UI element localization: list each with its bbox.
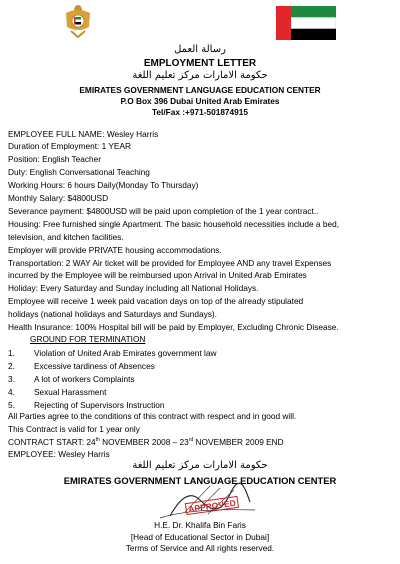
signer-role: [Head of Educational Sector in Dubai] [130, 532, 270, 542]
contract-start-label: CONTRACT START: 24 [8, 437, 96, 447]
holiday-line: Holiday: Every Saturday and Sunday including all National Holidays. [8, 283, 259, 293]
validity-line: This Contract is valid for 1 year only [8, 424, 140, 434]
header-arabic-center: حكومة الامارات مركز تعليم اللغة [132, 70, 268, 81]
footer-arabic-center: حكومة الامارات مركز تعليم اللغة [132, 460, 268, 471]
footer-center-name: EMIRATES GOVERNMENT LANGUAGE EDUCATION CENTER [63, 475, 337, 486]
salary-line: Monthly Salary: $4800USD [8, 193, 109, 203]
header-center-name: EMIRATES GOVERNMENT LANGUAGE EDUCATION CENTER [79, 85, 321, 95]
vacation-line-2: holidays (national holidays and Saturdays and Sundays). [8, 309, 217, 319]
working-hours-line: Working Hours: 6 hours Daily(Monday To Thursday) [8, 180, 199, 190]
list-item-number: 3. [8, 374, 15, 384]
duty-line: Duty: English Conversational Teaching [8, 167, 150, 177]
list-item-text: Excessive tardiness of Absences [34, 361, 155, 371]
header-telfax: Tel/Fax :+971-501874915 [151, 107, 249, 117]
uae-emblem-logo [63, 3, 93, 39]
housing-line: Housing: Free furnished single Apartment. The basic household necessities include a bed, [8, 219, 340, 229]
housing-private-line: Employer will provide PRIVATE housing accommodations. [8, 245, 222, 255]
severance-line: Severance payment: $4800USD will be paid upon completion of the 1 year contract.. [8, 206, 319, 216]
transportation-line: Transportation: 2 WAY Air ticket will be provided for Employee AND any travel Expenses [8, 258, 332, 268]
end-day-suffix: rd [188, 437, 194, 444]
employee-line: EMPLOYEE: Wesley Harris [8, 449, 110, 459]
contract-mid: NOVEMBER 2008 – 23 [99, 437, 189, 447]
duration-line: Duration of Employment: 1 YEAR [8, 141, 131, 151]
vacation-line: Employee will receive 1 week paid vacation days on top of the already stipulated [8, 296, 304, 306]
start-day-suffix: th [95, 437, 100, 444]
list-item-number: 1. [8, 348, 15, 358]
approved-stamp-text: APPROVED [187, 497, 237, 515]
employee-name-line: EMPLOYEE FULL NAME: Wesley Harris [8, 129, 159, 139]
signature-stamp [150, 480, 265, 520]
list-item-text: Violation of United Arab Emirates government law [34, 348, 217, 358]
transportation-line-2: incurred by the Employee will be reimbursed upon Arrival in United Arab Emirates [8, 270, 307, 280]
agreement-line: All Parties agree to the conditions of this contract with respect and in good will. [8, 411, 297, 421]
list-item-text: Rejecting of Supervisors Instruction [34, 400, 165, 410]
health-insurance-line: Health Insurance: 100% Hospital bill will be paid by Employer, Excluding Chronic Disease. [8, 322, 339, 332]
housing-line-2: television, and kitchen facilities. [8, 232, 124, 242]
uae-flag-icon [276, 6, 336, 40]
list-item-number: 5. [8, 400, 15, 410]
header-arabic-title: رسالة العمل [174, 44, 226, 55]
list-item-number: 2. [8, 361, 15, 371]
termination-heading: GROUND FOR TERMINATION [30, 334, 146, 344]
contract-end: NOVEMBER 2009 END [193, 437, 284, 447]
header-address: P.O Box 396 Dubai United Arab Emirates [120, 96, 280, 106]
list-item-text: Sexual Harassment [34, 387, 107, 397]
signer-name: H.E. Dr. Khalifa Bin Faris [154, 520, 246, 530]
list-item-text: A lot of workers Complaints [34, 374, 135, 384]
contract-dates-line [8, 437, 284, 448]
rights-line: Terms of Service and All rights reserved. [125, 543, 275, 553]
page-title: EMPLOYMENT LETTER [143, 58, 257, 69]
position-line: Position: English Teacher [8, 154, 102, 164]
list-item-number: 4. [8, 387, 15, 397]
